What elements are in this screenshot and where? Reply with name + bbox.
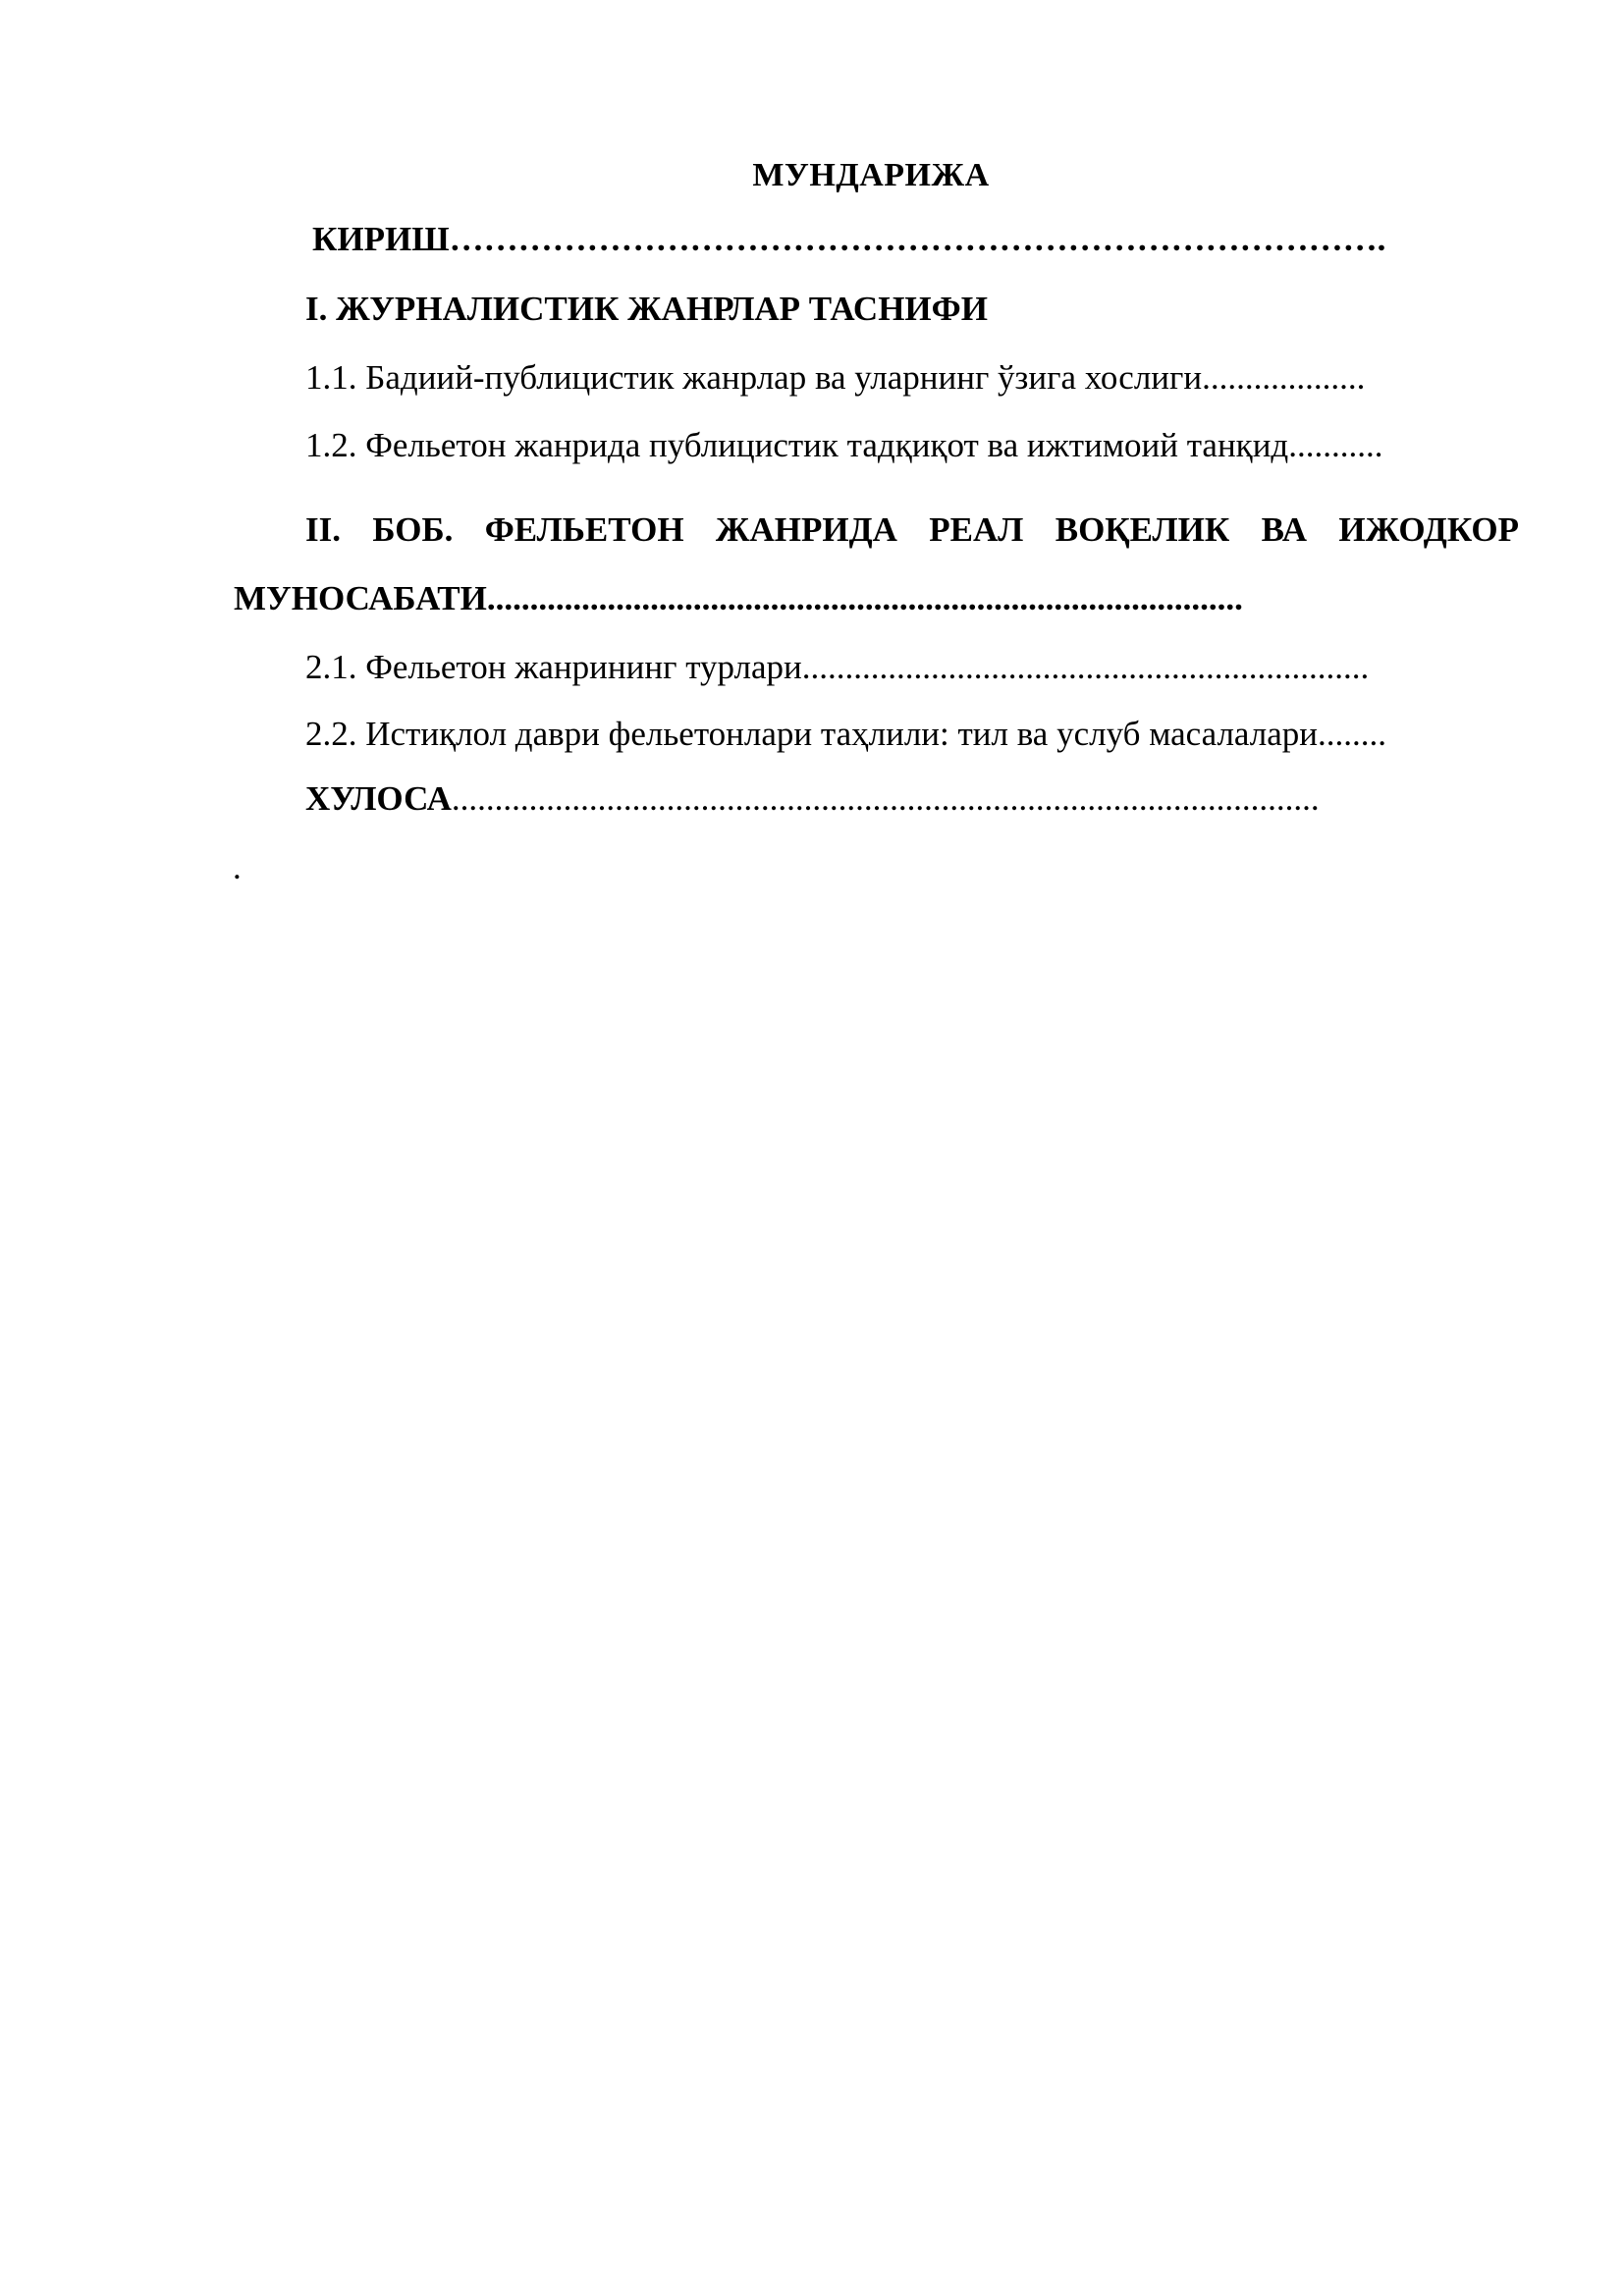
toc-item-1-1: 1.1. Бадиий-публицистик жанрлар ва уларнинг ўзига хослиги................... bbox=[305, 358, 1366, 397]
toc-chapter-2-line-2: МУНОСАБАТИ........................................................................................ bbox=[234, 579, 1243, 617]
toc-kirish: КИРИШ………………………………………………………………………. bbox=[312, 220, 1386, 258]
toc-item-2-1: 2.1. Фельетон жанрининг турлари.................................................................. bbox=[305, 648, 1370, 686]
toc-title: МУНДАРИЖА bbox=[752, 157, 990, 193]
toc-conclusion-label: ХУЛОСА bbox=[305, 779, 452, 818]
toc-item-1-2: 1.2. Фельетон жанрида публицистик тадқиқот ва ижтимоий танқид........... bbox=[305, 426, 1383, 464]
toc-conclusion-dots: ..................................................................................................... bbox=[451, 779, 1320, 818]
toc-chapter-2-line-1: II. БОБ. ФЕЛЬЕТОН ЖАНРИДА РЕАЛ ВОҚЕЛИК ВА ИЖОДКОР bbox=[305, 510, 1519, 549]
stray-dot: . bbox=[233, 848, 242, 886]
toc-chapter-1: I. ЖУРНАЛИСТИК ЖАНРЛАР ТАСНИФИ bbox=[305, 290, 988, 328]
toc-item-2-2: 2.2. Истиқлол даври фельетонлари таҳлили: тил ва услуб масалалари........ bbox=[305, 715, 1386, 753]
toc-conclusion bbox=[305, 777, 1521, 821]
